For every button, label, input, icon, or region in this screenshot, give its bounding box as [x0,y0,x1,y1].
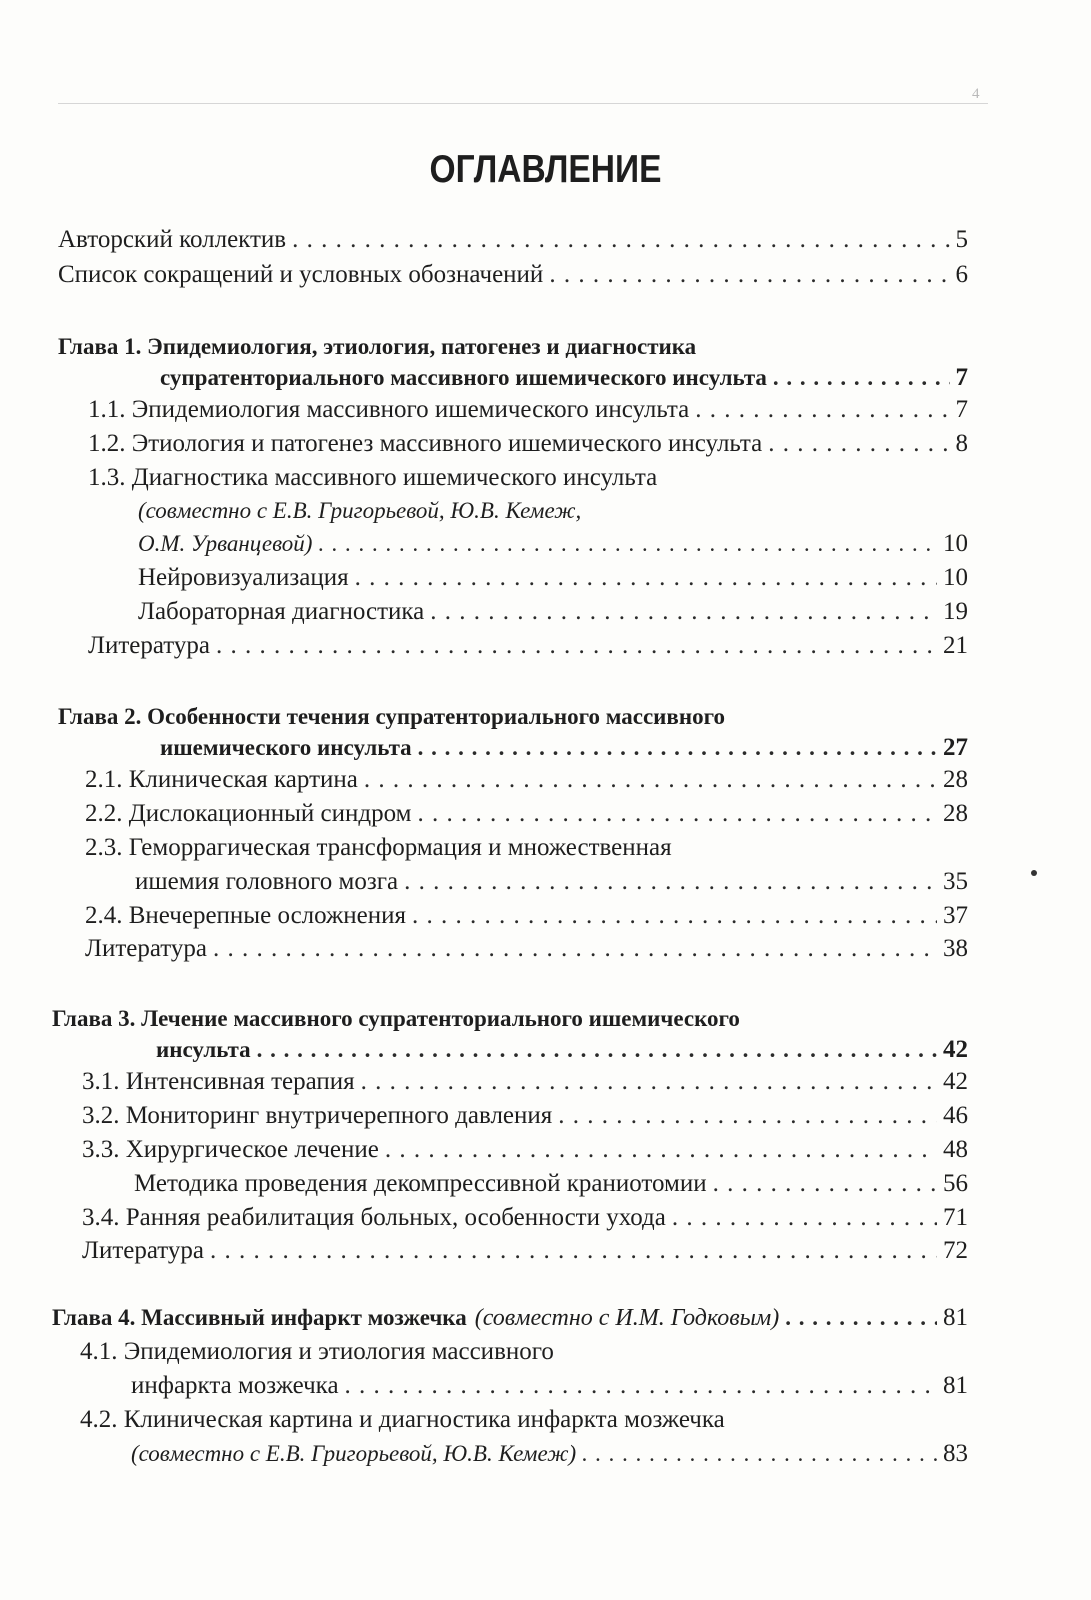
chapter-2-title-cont[interactable]: ишемического инсульта . . . 27 [160,734,968,768]
toc-entry-ch3-literature[interactable]: Литература . . . 72 [82,1237,968,1271]
toc-entry-2-4[interactable]: 2.4. Внечерепные осложнения . . . 37 [85,902,968,936]
leader-dots [257,1037,937,1063]
leader-dots [430,598,937,626]
toc-entry-3-1[interactable]: 3.1. Интенсивная терапия . . . 42 [82,1068,968,1102]
leader-dots [582,1441,937,1467]
coauthors-4-2[interactable]: (совместно с Е.В. Григорьевой, Ю.В. Кемеж) . . . 83 [131,1440,968,1474]
running-page-number: 4 [972,86,980,102]
leader-dots [292,226,949,254]
chapter-1-title-cont[interactable]: супратенториального массивного ишемического инсульта . . . 7 [160,364,968,398]
leader-dots [672,1204,937,1232]
leader-dots [216,632,937,660]
toc-entry-2-2[interactable]: 2.2. Дислокационный синдром . . . 28 [85,800,968,834]
leader-dots [361,1068,937,1096]
toc-entry-3-3[interactable]: 3.3. Хирургическое лечение . . . 48 [82,1136,968,1170]
leader-dots [785,1305,937,1331]
chapter-2-title[interactable]: Глава 2. Особенности течения супратенториального массивного [58,704,725,729]
toc-entry-authors[interactable]: Авторский коллектив . . . 5 [58,226,968,260]
leader-dots [418,735,937,761]
toc-entry-ch1-literature[interactable]: Литература . . . 21 [88,632,968,666]
leader-dots [713,1170,937,1198]
leader-dots [318,531,937,557]
toc-entry-1-3[interactable]: 1.3. Диагностика массивного ишемического инсульта [88,464,658,491]
toc-entry-lab-diagnostics[interactable]: Лабораторная диагностика . . . 19 [138,598,968,632]
toc-entry-ch2-literature[interactable]: Литература . . . 38 [85,935,968,969]
toc-entry-2-1[interactable]: 2.1. Клиническая картина . . . 28 [85,766,968,800]
toc-entry-1-2[interactable]: 1.2. Этиология и патогенез массивного ишемического инсульта . . . 8 [88,430,968,464]
toc-entry-1-1[interactable]: 1.1. Эпидемиология массивного ишемического инсульта . . . 7 [88,396,968,430]
chapter-4-title[interactable]: Глава 4. Массивный инфаркт мозжечка (совместно с И.М. Годковым) . . . 81 [52,1304,968,1338]
toc-entry-4-1[interactable]: 4.1. Эпидемиология и этиология массивного [80,1338,554,1365]
toc-entry-abbreviations[interactable]: Список сокращений и условных обозначений . . . 6 [58,261,968,295]
leader-dots [417,800,937,828]
leader-dots [558,1102,937,1130]
leader-dots [213,935,937,963]
toc-entry-decompressive-craniotomy[interactable]: Методика проведения декомпрессивной краниотомии . . . 56 [134,1170,968,1204]
leader-dots [773,365,950,391]
toc-entry-2-3[interactable]: 2.3. Геморрагическая трансформация и множественная [85,834,672,861]
page-title: ОГЛАВЛЕНИЕ [429,148,662,191]
toc-entry-2-3-cont[interactable]: ишемия головного мозга . . . 35 [135,868,968,902]
leader-dots [768,430,949,458]
chapter-3-title[interactable]: Глава 3. Лечение массивного супратенториального ишемического [52,1006,740,1031]
toc-entry-4-2[interactable]: 4.2. Клиническая картина и диагностика инфаркта мозжечка [80,1406,725,1433]
leader-dots [385,1136,937,1164]
leader-dots [549,261,949,289]
toc-entry-neuroimaging[interactable]: Нейровизуализация . . . 10 [138,564,968,598]
chapter-3-title-cont[interactable]: инсульта . . . 42 [156,1036,968,1070]
leader-dots [695,396,949,424]
leader-dots [412,902,937,930]
toc-entry-3-4[interactable]: 3.4. Ранняя реабилитация больных, особенности ухода . . . 71 [82,1204,968,1238]
leader-dots [404,868,937,896]
leader-dots [210,1237,937,1265]
leader-dots [355,564,937,592]
toc-entry-3-2[interactable]: 3.2. Мониторинг внутричерепного давления . . . 46 [82,1102,968,1136]
toc-entry-4-1-cont[interactable]: инфаркта мозжечка . . . 81 [131,1372,968,1406]
leader-dots [364,766,937,794]
coauthors-1-3: (совместно с Е.В. Григорьевой, Ю.В. Кемеж, [138,498,582,523]
chapter-1-title[interactable]: Глава 1. Эпидемиология, этиология, патогенез и диагностика [58,334,697,359]
leader-dots [345,1372,937,1400]
coauthors-1-3-cont[interactable]: О.М. Урванцевой) . . . 10 [138,530,968,564]
